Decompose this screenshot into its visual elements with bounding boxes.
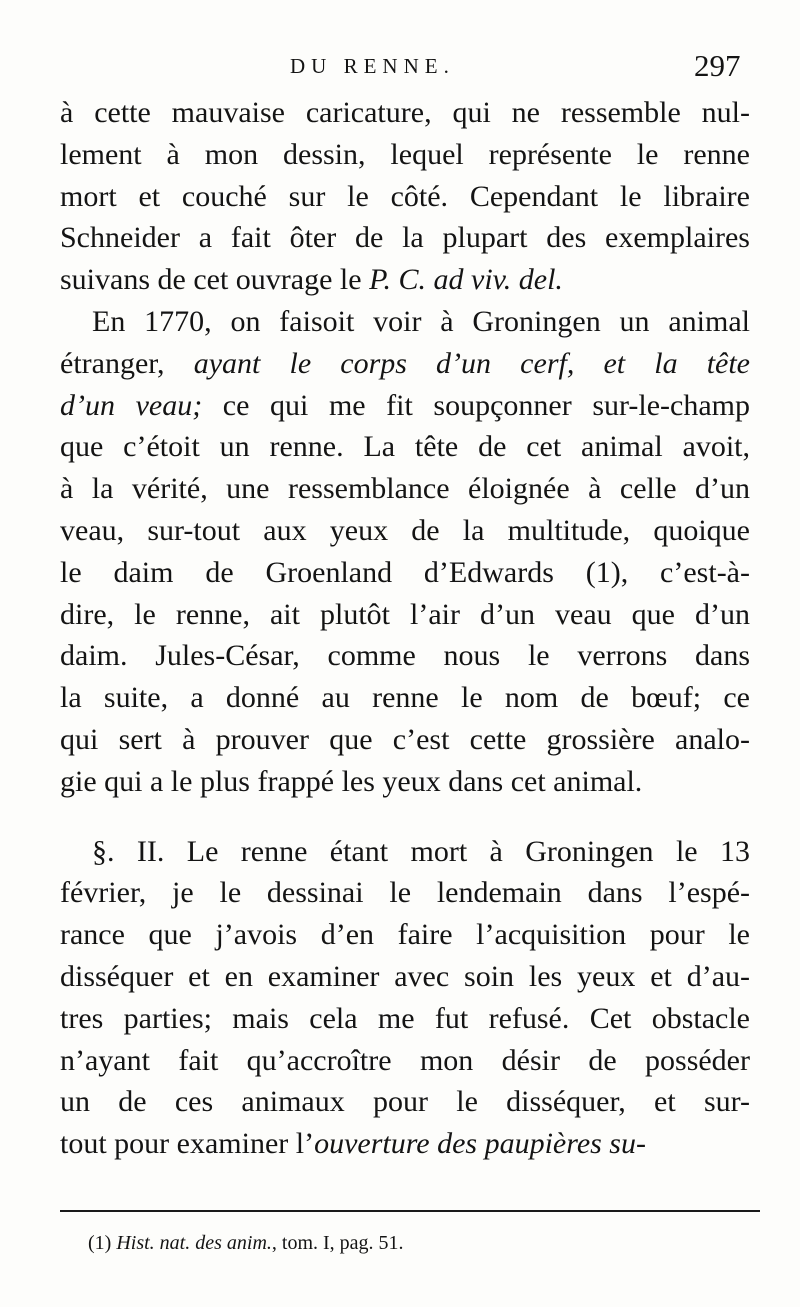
text-run: En 1770, on faisoit voir à Groningen un animal [92,304,750,338]
italic-text: ayant le corps d’un cerf, et la tête [193,346,751,380]
text-run: ce qui me fit soupçonner sur-le-champ [202,388,750,422]
text-line [60,594,750,636]
page-number: 297 [694,48,741,83]
text-run: §. II. Le renne étant mort à Groningen le 13 [92,834,750,868]
footnote-marker: (1) [88,1232,117,1254]
italic-text: P. C. ad viv. del. [369,263,563,297]
text-line [60,998,750,1040]
text-run: un de ces animaux pour le disséquer, et sur- [60,1085,750,1119]
text-line [60,217,750,259]
text-run: n’ayant fait qu’accroître mon désir de posséder [60,1043,750,1077]
italic-text: d’un veau; [60,388,203,422]
running-head [0,48,800,88]
text-line [60,134,750,176]
text-run: veau, sur-tout aux yeux de la multitude, quoique [60,513,750,547]
text-run: que c’étoit un renne. La tête de cet animal avoit, [60,430,750,464]
text-line [60,635,750,677]
text-run: la suite, a donné au renne le nom de bœuf; ce [60,681,750,715]
text-line [60,761,750,803]
text-line [60,426,750,468]
running-title: DU RENNE. [290,54,455,78]
text-run: dire, le renne, ait plutôt l’air d’un veau que d’un [60,597,750,631]
text-line [60,677,750,719]
text-line [60,301,750,343]
text-run: suivans de cet ouvrage le [60,263,370,297]
text-line [60,914,750,956]
text-run: février, je le dessinai le lendemain dans l’espé- [60,876,750,910]
text-run: à la vérité, une ressemblance éloignée à celle d’un [60,472,750,506]
italic-text: ouverture des paupières su- [314,1127,646,1161]
body-text [60,92,750,1165]
text-line [60,259,750,301]
text-line [60,92,750,134]
text-run: rance que j’avois d’en faire l’acquisition pour le [60,918,750,952]
text-run: tout pour examiner l’ [60,1127,315,1161]
text-run: Schneider a fait ôter de la plupart des exemplaires [60,221,750,255]
text-line [60,176,750,218]
footnote [88,1232,404,1255]
text-line [60,552,750,594]
text-line [60,956,750,998]
paragraph [60,301,750,803]
text-run: daim. Jules-César, comme nous le verrons dans [60,639,750,673]
footnote-citation: , tom. I, pag. 51. [271,1232,404,1254]
text-line [60,468,750,510]
text-run: tres parties; mais cela me fut refusé. Cet obstacle [60,1001,750,1035]
text-line [60,872,750,914]
text-run: gie qui a le plus frappé les yeux dans cet animal. [60,764,643,798]
text-line [60,831,750,873]
text-line [60,1123,750,1165]
text-run: disséquer et en examiner avec soin les yeux et d’au- [60,959,750,993]
text-line [60,719,750,761]
paragraph [60,831,750,1165]
text-run: mort et couché sur le côté. Cependant le libraire [60,179,750,213]
text-line [60,510,750,552]
text-run: qui sert à prouver que c’est cette grossière analo- [60,722,750,756]
text-run: le daim de Groenland d’Edwards (1), c’est-à- [60,555,750,589]
footnote-source-title: Hist. nat. des anim. [116,1232,272,1254]
text-line [60,343,750,385]
paragraph-gap [60,803,750,831]
footnote-rule [60,1210,760,1212]
text-run: à cette mauvaise caricature, qui ne ressemble nul- [60,96,750,129]
paragraph [60,92,750,301]
text-run: étranger, [60,346,194,380]
text-line [60,1040,750,1082]
text-line [60,385,750,427]
text-line [60,1081,750,1123]
text-run: lement à mon dessin, lequel représente le renne [60,137,750,171]
